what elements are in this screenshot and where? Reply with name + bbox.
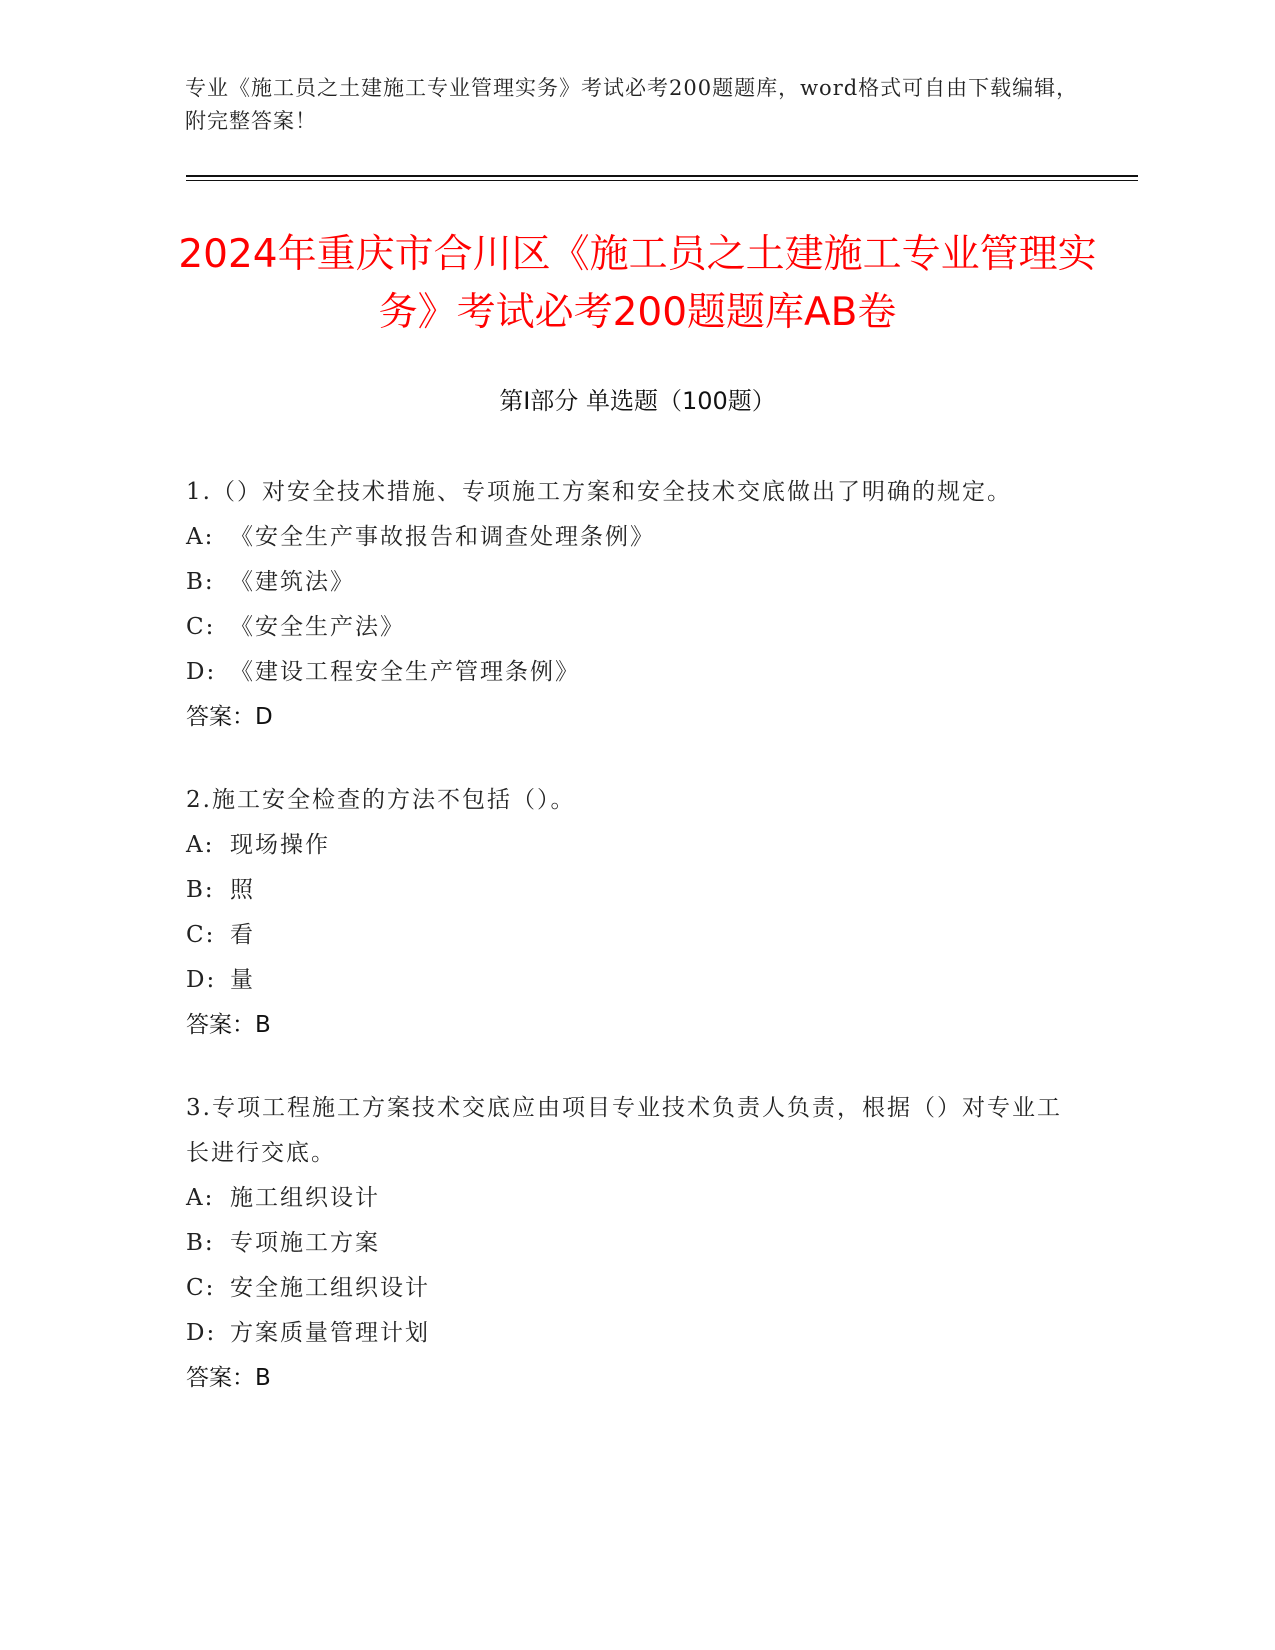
question-item (186, 1086, 1066, 1401)
question-item (186, 470, 1066, 740)
option-text: 专项施工方案 (230, 1230, 380, 1256)
question-answer: 答案：D (186, 704, 273, 730)
header-divider-thick (186, 175, 1138, 177)
option-text: 安全施工组织设计 (230, 1275, 430, 1301)
question-option (186, 1311, 1066, 1356)
question-item (186, 778, 1066, 1048)
option-text: 《建设工程安全生产管理条例》 (230, 659, 580, 685)
option-text: 照 (230, 877, 255, 903)
header-divider-thin (186, 180, 1138, 181)
question-option (186, 560, 1066, 605)
option-key: C: (186, 614, 216, 640)
document-title: 2024年重庆市合川区《施工员之土建施工专业管理实务》考试必考200题题库AB卷 (178, 232, 1097, 335)
option-key: A: (186, 1185, 215, 1211)
question-list (186, 470, 1066, 1439)
option-text: 方案质量管理计划 (230, 1320, 430, 1346)
header-note: 专业《施工员之土建施工专业管理实务》考试必考200题题库，word格式可自由下载编辑，附完整答案！ (185, 76, 1079, 133)
question-option (186, 650, 1066, 695)
question-option (186, 1266, 1066, 1311)
question-option (186, 958, 1066, 1003)
option-text: 现场操作 (230, 832, 330, 858)
question-stem: 2.施工安全检查的方法不包括（）。 (186, 787, 576, 813)
option-key: A: (186, 524, 215, 550)
question-answer: 答案：B (186, 1365, 271, 1391)
option-text: 《建筑法》 (230, 569, 355, 595)
question-option (186, 1221, 1066, 1266)
question-option (186, 823, 1066, 868)
option-key: B: (186, 1230, 215, 1256)
question-answer: 答案：B (186, 1012, 271, 1038)
option-text: 量 (230, 967, 255, 993)
option-key: D: (186, 1320, 217, 1346)
option-key: C: (186, 1275, 216, 1301)
option-key: D: (186, 967, 217, 993)
question-option (186, 515, 1066, 560)
option-key: A: (186, 832, 215, 858)
question-stem: 1.（）对安全技术措施、专项施工方案和安全技术交底做出了明确的规定。 (186, 479, 1012, 505)
option-text: 看 (230, 922, 255, 948)
question-option (186, 868, 1066, 913)
question-option (186, 1176, 1066, 1221)
option-text: 《安全生产法》 (230, 614, 405, 640)
question-stem: 3.专项工程施工方案技术交底应由项目专业技术负责人负责，根据（）对专业工长进行交底。 (186, 1095, 1062, 1166)
option-key: C: (186, 922, 216, 948)
option-text: 《安全生产事故报告和调查处理条例》 (230, 524, 655, 550)
option-text: 施工组织设计 (230, 1185, 380, 1211)
option-key: B: (186, 877, 215, 903)
section-title: 第Ⅰ部分 单选题（100题） (499, 387, 776, 415)
option-key: B: (186, 569, 215, 595)
question-option (186, 913, 1066, 958)
option-key: D: (186, 659, 217, 685)
question-option (186, 605, 1066, 650)
